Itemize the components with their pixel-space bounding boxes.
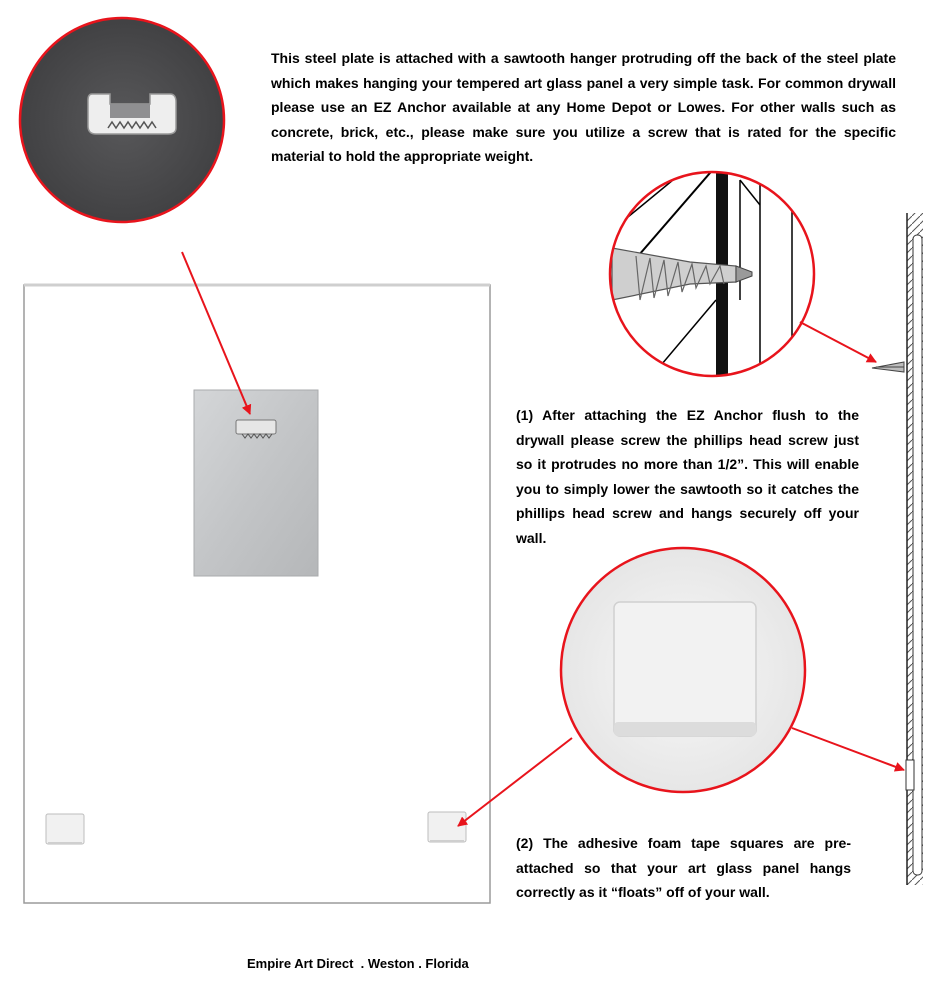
- screw-callout: [600, 166, 818, 390]
- foam-square-right: [428, 812, 466, 842]
- hanger-small-body: [236, 420, 276, 434]
- glass-panel: [24, 285, 490, 903]
- foam-spacer-side: [906, 760, 914, 790]
- wall-cross-section: [872, 213, 923, 885]
- foam-square-left: [46, 814, 84, 844]
- arrow-foam-to-wall: [792, 728, 904, 770]
- arrow-screw-to-wall: [800, 322, 876, 362]
- steel-plate-body: [194, 390, 318, 576]
- footer-credit: Empire Art Direct . Weston . Florida: [247, 956, 469, 971]
- steel-plate: [194, 390, 318, 576]
- hanger-callout: [18, 16, 228, 226]
- intro-description: This steel plate is attached with a sawtooth hanger protruding off the back of the steel plate which makes hanging your tempered art glass panel a very simple task. For common drywall please use an EZ Anchor available at any Home Depot or Lowes. For other walls such as concrete, brick, etc., please make sure you utilize a screw that is rated for the specific material to hold the appropriate weight.: [271, 50, 896, 164]
- step-1-description: (1) After attaching the EZ Anchor flush to the drywall please screw the phillips head screw just so it protrudes no more than 1/2”. This will enable you to simply lower the sawtooth so it catches the phillips head screw and hangs securely off your wall.: [516, 407, 859, 546]
- foam-square-closeup: [614, 602, 756, 736]
- foam-callout: [558, 546, 808, 796]
- step-2-description: (2) The adhesive foam tape squares are pre-attached so that your art glass panel hangs correctly as it “floats” off of your wall.: [516, 835, 851, 900]
- anchor-side: [872, 362, 904, 372]
- panel-outline: [24, 285, 490, 903]
